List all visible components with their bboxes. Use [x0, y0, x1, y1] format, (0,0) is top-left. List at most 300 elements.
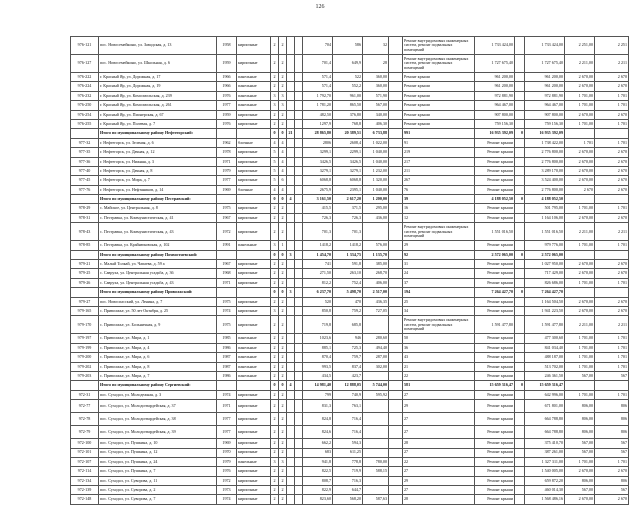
cell-year: 1987 — [217, 353, 237, 362]
cell-entrances: 6 — [279, 176, 287, 185]
cell-c2 — [295, 288, 303, 297]
cell-residents: 280,60 — [363, 334, 389, 343]
cell-cost-c: 671 801,00 — [525, 400, 565, 413]
cell-entrances: 3 — [279, 101, 287, 110]
cell-residents: 1 200,00 — [363, 195, 389, 204]
table-row — [71, 306, 629, 315]
cell-c1 — [287, 426, 295, 439]
cell-area: 701,3 — [303, 223, 333, 241]
cell-limit: 567 — [595, 486, 629, 495]
cell-residents — [363, 400, 389, 413]
cell-area: 415,5 — [303, 204, 333, 213]
cell-floors: 5 — [271, 166, 279, 175]
cell-entrances: 2 — [279, 467, 287, 476]
cell-count — [389, 495, 403, 504]
cell-material: панельные — [237, 91, 271, 100]
cell-unit-cost: 1 701,00 — [565, 241, 595, 250]
cell-work: 76 — [403, 185, 475, 194]
cell-cost-c: 664 788,80 — [525, 426, 565, 439]
cell-residents: 406,30 — [363, 119, 389, 128]
cell-address: пос. Суходол, ул. Пушкина, д. 12 — [99, 448, 217, 457]
cell-c2 — [295, 241, 303, 250]
cell-cost-b — [515, 353, 525, 362]
cell-address: Итого по муниципальному району Похвистневский: — [99, 250, 217, 259]
cell-id: 978-43 — [71, 223, 99, 241]
cell-area: 3426,5 — [303, 157, 333, 166]
cell-cost-b — [515, 138, 525, 147]
cell-c2 — [295, 439, 303, 448]
cell-c1 — [287, 448, 295, 457]
cell-cost: Ремонт крыши — [475, 467, 515, 476]
cell-cost-b — [515, 278, 525, 287]
cell-address: пос. Суходол, ул. Молодогвардейская, д. 38 — [99, 413, 217, 426]
cell-limit: 2 670 — [595, 82, 629, 91]
cell-entrances: 3 — [279, 91, 287, 100]
table-row — [71, 400, 629, 413]
cell-id: 979-21 — [71, 260, 99, 269]
cell-cost-c: 7 264 427,70 — [525, 288, 565, 297]
cell-limit: 2 251 — [595, 37, 629, 55]
cell-c1: 4 — [287, 381, 295, 390]
cell-count — [389, 241, 403, 250]
cell-c2 — [295, 371, 303, 380]
cell-cost: Ремонт крыши — [475, 185, 515, 194]
cell-unit-cost: 1 701,00 — [565, 119, 595, 128]
cell-entrances: 0 — [279, 195, 287, 204]
cell-count — [389, 306, 403, 315]
cell-year — [217, 129, 237, 138]
cell-c2 — [295, 486, 303, 495]
cell-year: 1971 — [217, 278, 237, 287]
table-row — [71, 457, 629, 466]
cell-id: 976-121 — [71, 37, 99, 55]
cell-work: 27 — [403, 448, 475, 457]
cell-cost: Ремонт крыши — [475, 362, 515, 371]
cell-residents: 360,00 — [363, 73, 389, 82]
cell-count — [389, 457, 403, 466]
cell-cost-c: 1 164 504,50 — [525, 297, 565, 306]
cell-work: 34 — [403, 306, 475, 315]
cell-work: 267 — [403, 176, 475, 185]
cell-floors: 2 — [271, 223, 279, 241]
cell-material: кирпичные — [237, 278, 271, 287]
cell-area-living: 946 — [333, 334, 363, 343]
cell-id: 979-170 — [71, 316, 99, 334]
cell-residents: 1 040,00 — [363, 148, 389, 157]
cell-material: кирпичные — [237, 297, 271, 306]
cell-work: Ремонт внутридомовых инженерных систем, ремонт подвальных помещений — [403, 37, 475, 55]
cell-address: г. Красный Яр, ул. Пионерская, д. 67 — [99, 110, 217, 119]
cell-work: 22 — [403, 457, 475, 466]
cell-area-living: 586 — [333, 37, 363, 55]
cell-c1 — [287, 390, 295, 399]
cell-unit-cost: 1 701 — [565, 138, 595, 147]
cell-floors: 2 — [271, 55, 279, 73]
cell-year: 1959 — [217, 55, 237, 73]
table-row — [71, 223, 629, 241]
cell-cost-b — [515, 495, 525, 504]
cell-address: с. Майское, ул. Центральная, д. 8 — [99, 204, 217, 213]
cell-work: 27 — [403, 390, 475, 399]
cell-floors: 2 — [271, 486, 279, 495]
cell-id: 976-255 — [71, 119, 99, 128]
cell-c1 — [287, 486, 295, 495]
cell-area-living: 778,8 — [333, 457, 363, 466]
cell-area-living: 568,20 — [333, 495, 363, 504]
cell-residents — [363, 439, 389, 448]
cell-entrances: 4 — [279, 166, 287, 175]
cell-work: 29 — [403, 241, 475, 250]
cell-work: 21 — [403, 362, 475, 371]
cell-count — [389, 343, 403, 352]
cell-address: пос. Новоспасский, ул. Ленина, д. 7 — [99, 297, 217, 306]
cell-c2 — [295, 129, 303, 138]
cell-area-living: 552,2 — [333, 82, 363, 91]
cell-material: кирпичные — [237, 110, 271, 119]
cell-cost-c: 961 200,00 — [525, 82, 565, 91]
cell-year: 1977 — [217, 426, 237, 439]
cell-c1: 3 — [287, 288, 295, 297]
cell-residents: 385,00 — [363, 260, 389, 269]
cell-limit: 2 670 — [595, 185, 629, 194]
cell-address: пос. Суходол, ул. Молодогвардейская, д. 39 — [99, 426, 217, 439]
cell-c2 — [295, 185, 303, 194]
cell-cost-b — [515, 400, 525, 413]
cell-entrances: 2 — [279, 297, 287, 306]
cell-floors: 2 — [271, 495, 279, 504]
cell-limit: 2 670 — [595, 110, 629, 119]
cell-cost-b — [515, 467, 525, 476]
cell-unit-cost: 1 701,00 — [565, 91, 595, 100]
cell-residents — [363, 413, 389, 426]
cell-entrances: 4 — [279, 148, 287, 157]
cell-c2 — [295, 467, 303, 476]
cell-area: 2675,9 — [303, 185, 333, 194]
cell-area-living: 263,10 — [333, 269, 363, 278]
cell-limit: 2 670 — [595, 297, 629, 306]
cell-id: 979-165 — [71, 306, 99, 315]
table-row — [71, 413, 629, 426]
cell-residents: 595,92 — [363, 390, 389, 399]
cell-residents: 360,00 — [363, 82, 389, 91]
cell-unit-cost: 2 670,00 — [565, 269, 595, 278]
cell-area-living: 719,9 — [333, 467, 363, 476]
cell-year — [217, 250, 237, 259]
cell-id: 979-200 — [71, 353, 99, 362]
cell-area: 3279,1 — [303, 166, 333, 175]
cell-cost: Ремонт крыши — [475, 260, 515, 269]
cell-residents: 1 232,00 — [363, 166, 389, 175]
cell-cost-c: 1 551 016,50 — [525, 223, 565, 241]
cell-id: 979-203 — [71, 371, 99, 380]
cell-c1 — [287, 185, 295, 194]
cell-cost-b: 0 — [515, 129, 525, 138]
cell-id: 972-31 — [71, 390, 99, 399]
table-body — [71, 37, 629, 505]
cell-count — [389, 110, 403, 119]
cell-count — [389, 288, 403, 297]
cell-limit: 806 — [595, 413, 629, 426]
table-row — [71, 204, 629, 213]
cell-unit-cost: 2 670,00 — [565, 157, 595, 166]
cell-address: г. Красный Яр, ул. Дорожная, д. 19 — [99, 82, 217, 91]
cell-cost: 907 800,00 — [475, 110, 515, 119]
cell-unit-cost: 2 670,00 — [565, 176, 595, 185]
table-row — [71, 426, 629, 439]
cell-unit-cost: 2 670,00 — [565, 82, 595, 91]
cell-c1 — [287, 241, 295, 250]
cell-material — [237, 381, 271, 390]
cell-residents — [363, 426, 389, 439]
cell-c1 — [287, 138, 295, 147]
cell-address: г. Красный Яр, ул. Комсомольская, д. 261 — [99, 101, 217, 110]
cell-work: 24 — [403, 269, 475, 278]
cell-cost-c: 16 935 392,09 — [525, 129, 565, 138]
cell-unit-cost: 567,00 — [565, 486, 595, 495]
cell-area: 824,8 — [303, 413, 333, 426]
cell-c2 — [295, 390, 303, 399]
table-row — [71, 495, 629, 504]
cell-entrances: 2 — [279, 439, 287, 448]
cell-floors: 2 — [271, 37, 279, 55]
cell-cost: Ремонт крыши — [475, 486, 515, 495]
cell-count — [389, 119, 403, 128]
cell-area: 571,4 — [303, 82, 333, 91]
cell-cost: Ремонт крыши — [475, 306, 515, 315]
table-row — [71, 297, 629, 306]
cell-residents: 780,00 — [363, 457, 389, 466]
cell-year: 1976 — [217, 91, 237, 100]
cell-area: 2806 — [303, 138, 333, 147]
cell-id: 976-232 — [71, 91, 99, 100]
cell-residents: 5 744,00 — [363, 381, 389, 390]
table-row — [71, 55, 629, 73]
cell-material: кирпичные — [237, 306, 271, 315]
cell-unit-cost: 2 670,00 — [565, 306, 595, 315]
cell-year: 1987 — [217, 362, 237, 371]
cell-area: 850,8 — [303, 306, 333, 315]
cell-limit: 2 670 — [595, 495, 629, 504]
cell-cost-c: 759 156,30 — [525, 119, 565, 128]
cell-limit: 1 701 — [595, 138, 629, 147]
cell-area: 571,4 — [303, 73, 333, 82]
cell-limit: 2 211 — [595, 55, 629, 73]
cell-limit — [595, 381, 629, 390]
table-row — [71, 82, 629, 91]
cell-area: 3 161,50 — [303, 195, 333, 204]
cell-residents: 436,00 — [363, 213, 389, 222]
cell-work: 581 — [403, 381, 475, 390]
cell-area-living: 759,2 — [333, 306, 363, 315]
cell-year — [217, 381, 237, 390]
cell-address: Итого по муниципальному району Сергиевский: — [99, 381, 217, 390]
cell-floors: 2 — [271, 343, 279, 352]
table-row — [71, 260, 629, 269]
cell-work: 217 — [403, 157, 475, 166]
cell-material: кирпичные — [237, 476, 271, 485]
cell-floors: 2 — [271, 316, 279, 334]
cell-area-living: 740,9 — [333, 390, 363, 399]
cell-cost: 4 188 052,50 — [475, 195, 515, 204]
table-row — [71, 241, 629, 250]
table-row — [71, 269, 629, 278]
cell-floors: 2 — [271, 353, 279, 362]
cell-unit-cost: 567,00 — [565, 439, 595, 448]
cell-id: 978-31 — [71, 213, 99, 222]
cell-area: 1023,6 — [303, 334, 333, 343]
cell-floors: 0 — [271, 129, 279, 138]
cell-address: с. Приволжье, ул. Мира, д. 4 — [99, 343, 217, 352]
cell-work: 27 — [403, 467, 475, 476]
cell-floors: 2 — [271, 362, 279, 371]
cell-floors: 2 — [271, 119, 279, 128]
cell-cost: 2 572 065,00 — [475, 250, 515, 259]
cell-id: 972-134 — [71, 476, 99, 485]
cell-year: 1967 — [217, 260, 237, 269]
cell-cost-c: 246 361,50 — [525, 371, 565, 380]
cell-year: 1976 — [217, 119, 237, 128]
cell-material: кирпичные — [237, 148, 271, 157]
cell-c2 — [295, 400, 303, 413]
cell-id: 977-36 — [71, 157, 99, 166]
cell-entrances: 2 — [279, 37, 287, 55]
cell-cost-b — [515, 204, 525, 213]
cell-address: г. Нефтегорск, ул. Нефтяников, д. 14 — [99, 185, 217, 194]
table-row — [71, 353, 629, 362]
cell-entrances: 2 — [279, 223, 287, 241]
cell-area-living: 371,5 — [333, 204, 363, 213]
cell-entrances: 3 — [279, 457, 287, 466]
cell-floors: 2 — [271, 448, 279, 457]
cell-material: кирпичные — [237, 204, 271, 213]
cell-cost-b — [515, 176, 525, 185]
cell-unit-cost: 806,00 — [565, 400, 595, 413]
cell-area: 3299,1 — [303, 148, 333, 157]
cell-cost-c: 841 034,40 — [525, 343, 565, 352]
cell-cost-b — [515, 306, 525, 315]
cell-entrances: 2 — [279, 119, 287, 128]
cell-year: 1975 — [217, 204, 237, 213]
cell-cost-b — [515, 110, 525, 119]
cell-work: Ремонт крыши — [403, 119, 475, 128]
cell-cost-c: 15 659 316,47 — [525, 381, 565, 390]
cell-address: пос. Суходол, ул. Суворова, д. 7 — [99, 495, 217, 504]
cell-id: 976-224 — [71, 82, 99, 91]
cell-count — [389, 213, 403, 222]
table-row — [71, 213, 629, 222]
cell-material: кирпичные — [237, 439, 271, 448]
cell-limit: 1 701 — [595, 390, 629, 399]
cell-address: г. Нефтегорск, ул. Мира, д. 7 — [99, 176, 217, 185]
cell-c2 — [295, 176, 303, 185]
table-row — [71, 371, 629, 380]
cell-residents: 727,05 — [363, 306, 389, 315]
cell-limit: 2 670 — [595, 73, 629, 82]
table-row — [71, 278, 629, 287]
cell-id: 972-148 — [71, 495, 99, 504]
cell-cost: Ремонт крыши — [475, 439, 515, 448]
cell-cost-b — [515, 343, 525, 352]
cell-id: 972-114 — [71, 467, 99, 476]
cell-material: кирпичные — [237, 260, 271, 269]
cell-id — [71, 250, 99, 259]
cell-limit: 1 701 — [595, 91, 629, 100]
cell-area: 683 — [303, 448, 333, 457]
cell-residents: 576,00 — [363, 241, 389, 250]
cell-floors: 2 — [271, 400, 279, 413]
cell-unit-cost: 2 251,00 — [565, 37, 595, 55]
cell-year: 1973 — [217, 486, 237, 495]
table-row — [71, 148, 629, 157]
cell-c2 — [295, 306, 303, 315]
cell-id: 979-25 — [71, 269, 99, 278]
cell-residents: 340,00 — [363, 110, 389, 119]
cell-entrances: 2 — [279, 334, 287, 343]
cell-floors: 2 — [271, 73, 279, 82]
cell-entrances: 1 — [279, 241, 287, 250]
cell-floors: 0 — [271, 381, 279, 390]
cell-residents: 302,00 — [363, 362, 389, 371]
cell-address: Итого по муниципальному району Пестравский: — [99, 195, 217, 204]
cell-cost-b — [515, 269, 525, 278]
cell-material: кирпичные — [237, 448, 271, 457]
cell-work: Ремонт крыши — [403, 110, 475, 119]
cell-area-living: 2 617,20 — [333, 195, 363, 204]
cell-area: 741 — [303, 260, 333, 269]
cell-id: 976-250 — [71, 101, 99, 110]
cell-limit: 1 701 — [595, 101, 629, 110]
cell-area-living: 522 — [333, 73, 363, 82]
cell-area: 822,5 — [303, 467, 333, 476]
cell-c1 — [287, 213, 295, 222]
cell-entrances: 2 — [279, 278, 287, 287]
cell-area-living: 763,1 — [333, 400, 363, 413]
cell-cost: Ремонт крыши — [475, 269, 515, 278]
cell-count — [389, 148, 403, 157]
cell-residents: 436,35 — [363, 297, 389, 306]
table-row — [71, 486, 629, 495]
cell-count — [389, 381, 403, 390]
cell-id: 972-79 — [71, 426, 99, 439]
cell-entrances: 2 — [279, 371, 287, 380]
cell-residents: 588,15 — [363, 467, 389, 476]
table-row — [71, 362, 629, 371]
cell-limit: 806 — [595, 400, 629, 413]
cell-address: пос. Суходол, ул. Суворова, д. 2 — [99, 486, 217, 495]
cell-material — [237, 288, 271, 297]
cell-c1 — [287, 353, 295, 362]
cell-material: кирпичные — [237, 157, 271, 166]
cell-count — [389, 400, 403, 413]
cell-entrances: 2 — [279, 73, 287, 82]
cell-residents: 2 517,00 — [363, 288, 389, 297]
cell-limit — [595, 288, 629, 297]
cell-cost: Ремонт крыши — [475, 343, 515, 352]
cell-cost-b — [515, 448, 525, 457]
cell-count — [389, 390, 403, 399]
cell-limit: 1 701 — [595, 362, 629, 371]
cell-count — [389, 195, 403, 204]
cell-year: 1974 — [217, 306, 237, 315]
cell-floors: 3 — [271, 306, 279, 315]
cell-c1 — [287, 166, 295, 175]
cell-cost: Ремонт крыши — [475, 457, 515, 466]
cell-address: г. Красный Яр, ул. Полевая, д. 7 — [99, 119, 217, 128]
table-row — [71, 119, 629, 128]
cell-count — [389, 371, 403, 380]
cell-c2 — [295, 204, 303, 213]
cell-cost-b: 0 — [515, 288, 525, 297]
